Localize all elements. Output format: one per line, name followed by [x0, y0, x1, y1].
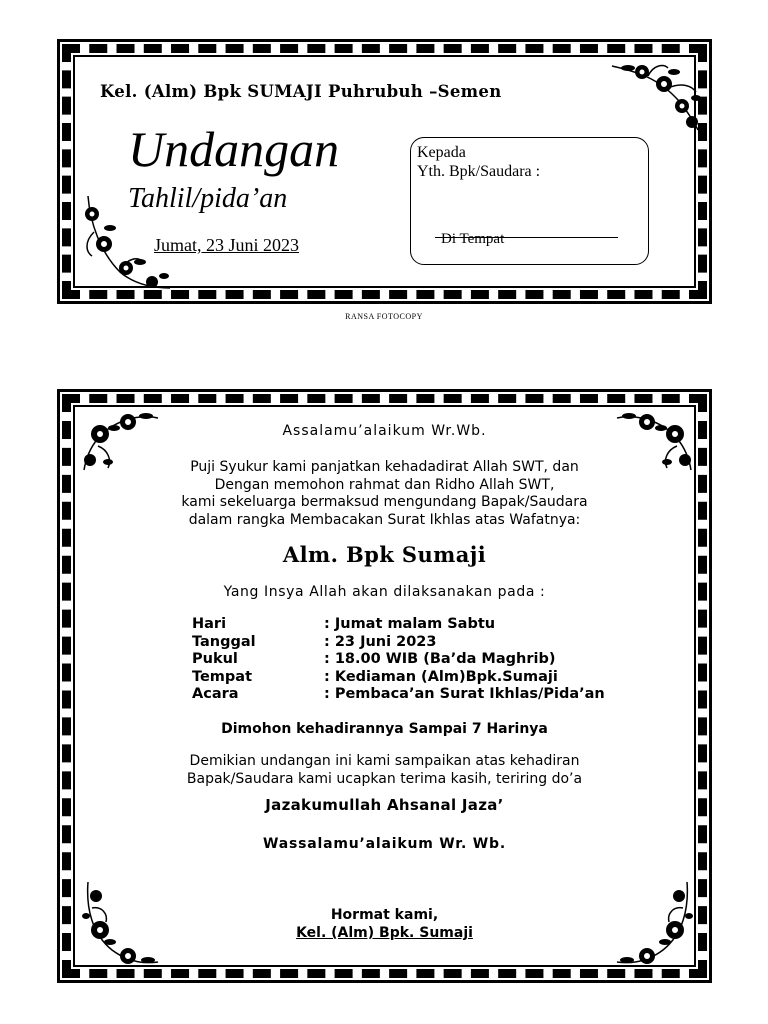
farewell-greeting: Wassalamu’alaikum Wr. Wb.	[263, 836, 506, 852]
invitation-letter-card	[57, 389, 712, 983]
schedule-lead: Yang Insya Allah akan dilaksanakan pada :	[223, 584, 546, 600]
detail-value: : 18.00 WIB (Ba’da Maghrib)	[324, 651, 556, 667]
deceased-name: Alm. Bpk Sumaji	[282, 542, 487, 567]
detail-row	[192, 669, 605, 687]
intro-line: Puji Syukur kami panjatkan kehadadirat Allah SWT, dan	[190, 459, 579, 475]
intro-line: Dengan memohon rahmat dan Ridho Allah SWT,	[214, 476, 555, 493]
detail-row	[192, 651, 605, 669]
invitation-date: Jumat, 23 Juni 2023	[154, 235, 300, 255]
greeting: Assalamu’alaikum Wr.Wb.	[282, 423, 487, 439]
address-to: Kepada	[417, 144, 466, 161]
invitation-title: Undangan	[128, 121, 340, 177]
event-details	[192, 616, 605, 704]
flower-ornament-icon	[615, 878, 697, 968]
cover-card	[57, 39, 712, 304]
detail-row	[192, 686, 605, 704]
invitation-subtitle: Tahlil/pida’an	[128, 183, 288, 214]
regards: Hormat kami,	[330, 907, 439, 923]
address-recipient: Yth. Bpk/Saudara :	[417, 163, 541, 180]
detail-label: Tempat	[192, 668, 253, 685]
flower-ornament-icon	[608, 58, 704, 134]
print-shop-stamp: RANSA FOTOCOPY	[345, 312, 423, 321]
detail-label: Acara	[192, 686, 239, 702]
intro-line: kami sekeluarga bermaksud mengundang Bapak/Saudara	[181, 494, 588, 510]
closing-line: Demikian undangan ini kami sampaikan atas kehadiran	[189, 753, 580, 769]
detail-label: Pukul	[192, 651, 238, 667]
flower-ornament-icon	[80, 192, 172, 292]
closing-line: Bapak/Saudara kami ucapkan terima kasih, teriring do’a	[186, 771, 583, 787]
detail-row	[192, 616, 605, 634]
flower-ornament-icon	[615, 406, 697, 476]
intro-line: dalam rangka Membacakan Surat Ikhlas atas Wafatnya:	[188, 511, 581, 528]
attendance-request: Dimohon kehadirannya Sampai 7 Harinya	[221, 721, 548, 737]
prayer-line: Jazakumullah Ahsanal Jaza’	[265, 796, 504, 814]
detail-label: Tanggal	[192, 633, 256, 650]
detail-label: Hari	[192, 616, 227, 632]
family-header: Kel. (Alm) Bpk SUMAJI Puhrubuh –Semen	[100, 82, 502, 101]
flower-ornament-icon	[78, 406, 160, 476]
detail-value: : Jumat malam Sabtu	[324, 616, 496, 632]
family-name: Kel. (Alm) Bpk. Sumaji	[296, 925, 473, 941]
flower-ornament-icon	[78, 878, 160, 968]
detail-value: : Kediaman (Alm)Bpk.Sumaji	[324, 668, 558, 685]
address-box	[410, 137, 649, 265]
detail-value: : Pembaca’an Surat Ikhlas/Pida’an	[324, 686, 605, 702]
detail-row	[192, 634, 605, 652]
address-place: Di Tempat	[441, 231, 505, 247]
closing-paragraph	[60, 752, 709, 788]
detail-value: : 23 Juni 2023	[324, 633, 437, 650]
